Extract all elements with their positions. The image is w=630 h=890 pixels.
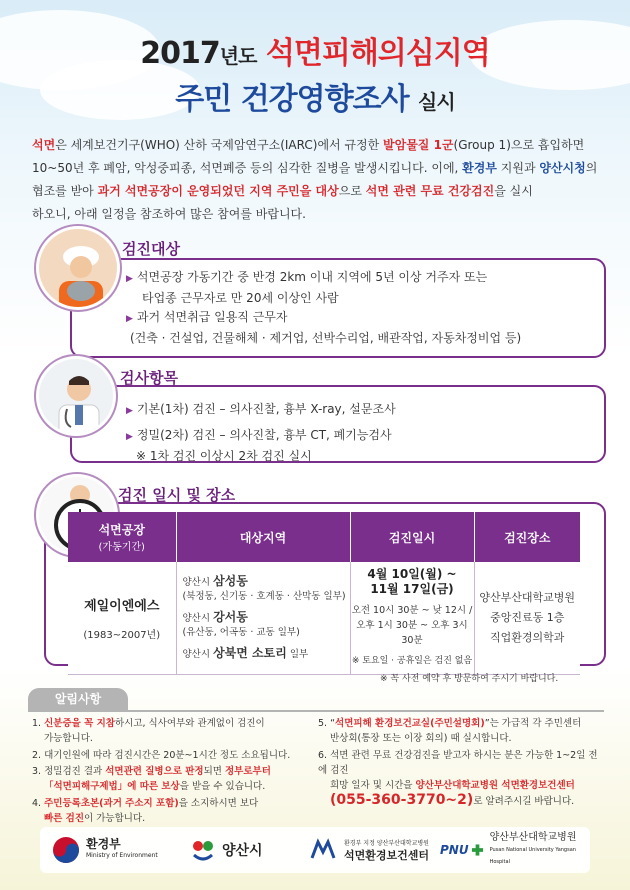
exam-item-1	[126, 400, 396, 421]
factory-period: (1983~2007년)	[83, 629, 161, 641]
center-logo	[308, 835, 429, 865]
notice-text: ”는 가급적 각 주민센터	[484, 718, 582, 729]
notice-text: 정밀검진 결과	[44, 766, 106, 777]
notice-text: 을 소지하시면 보다	[178, 798, 259, 809]
notice-text: 하시고, 식사여부와 관계없이 검진이	[114, 718, 265, 729]
center-designation: 환경부 지정 양산부산대학교병원	[344, 840, 429, 847]
header-factory-label: 석면공장	[98, 523, 145, 537]
region-suffix: 일부	[289, 648, 309, 660]
moe-name: 환경부	[86, 837, 121, 851]
exam-section-title: 검사항목	[120, 369, 178, 387]
worker-photo	[36, 226, 120, 310]
notice-text: 석면 관련 무료 건강검진을 받고자 하시는 분은 가능한 1~2일 전에 검진	[318, 750, 598, 776]
hospital-cross-icon	[471, 843, 484, 857]
notice-text: 대기인원에 따라 검진시간은 20분~1시간 정도 소요됩니다.	[44, 750, 291, 761]
title-year: 2017	[140, 36, 220, 71]
target-item-text: 타업종 근무자로 만 20세 이상인 사람	[142, 291, 339, 305]
title-main: 석면피해의심지역	[265, 36, 490, 71]
region-prefix: 양산시	[182, 576, 211, 588]
notice-item-3	[32, 764, 312, 794]
factory-name: 제일이엔에스	[84, 598, 160, 614]
taegeuk-icon	[52, 836, 80, 864]
doctor-photo	[36, 356, 116, 436]
notice-item-4	[32, 796, 312, 826]
hospital-name: 양산부산대학교병원	[489, 832, 577, 843]
notice-number: 2.	[32, 750, 42, 761]
exam-item-2	[126, 426, 392, 466]
target-item-1	[126, 268, 487, 308]
notice-number: 6.	[318, 750, 328, 761]
notice-text: 희망 일자 및 시간을	[330, 780, 416, 791]
region-detail: (유산동, 어곡동 · 교동 일부)	[182, 626, 300, 638]
target-item-text: 과거 석면취급 일용직 근무자	[136, 310, 288, 324]
schedule-table	[68, 512, 580, 675]
exam-item-text: 정밀(2차) 검진 – 의사진찰, 흉부 CT, 폐기능검사	[136, 428, 392, 442]
intro-text: 하오니, 아래 일정을 참조하여 많은 참여를 바랍니다.	[32, 207, 306, 221]
intro-text: 석면	[32, 138, 56, 152]
schedule-row	[68, 562, 580, 674]
target-item-text: 석면공장 가동기간 중 반경 2km 이내 지역에 5년 이상 거주자 또는	[136, 270, 488, 284]
target-item-text: (건축 · 건설업, 건물해체 · 제거업, 선박수리업, 배관작업, 자동차정비업 등)	[130, 331, 522, 345]
date-end: 11월 17일(금)	[370, 581, 454, 596]
title-line2-main: 주민 건강영향조사	[175, 82, 409, 117]
notice-title: 알림사항	[28, 688, 128, 710]
intro-text: 지원과	[496, 161, 540, 175]
time-note: ※ 토요일 · 공휴일은 검진 없음	[351, 655, 473, 666]
intro-text: 10~50년 후 폐암, 악성중피종, 석면폐증 등의 심각한 질병을 발생시킵니다. 이에,	[32, 161, 463, 175]
region-prefix: 양산시	[182, 612, 211, 624]
moe-name-en: Ministry of Environment	[86, 852, 158, 859]
triangle-bullet-icon: ▶	[126, 432, 133, 442]
schedule-header-row	[68, 512, 580, 562]
intro-text: 환경부	[462, 161, 497, 175]
header-region: 대상지역	[176, 512, 350, 562]
schedule-section-title: 검진 일시 및 장소	[118, 486, 236, 504]
notice-highlight: 석면관련 질병으로 판정	[105, 766, 204, 777]
notice-highlight: 주민등록초본(과거 주소지 포함)	[44, 798, 179, 809]
header-factory-sub: (가동기간)	[98, 542, 145, 553]
notice-text: 되면	[203, 766, 225, 777]
poster-title-line2	[0, 74, 630, 118]
notice-number: 4.	[32, 798, 42, 809]
intro-text: 석면 관련 무료 건강검진	[365, 184, 495, 198]
notice-text: 로 알려주시길 바랍니다.	[473, 796, 575, 807]
time-afternoon: 오후 1시 30분 ~ 오후 3시 30분	[356, 619, 468, 646]
notice-text: 이 가능합니다.	[84, 813, 146, 824]
yangsan-name: 양산시	[222, 843, 263, 859]
place-line: 직업환경의학과	[490, 630, 565, 644]
notice-highlight: 「석면피해구제법」에 따른 보상	[44, 781, 180, 792]
region-cell	[176, 562, 350, 674]
notice-item-6	[318, 748, 604, 809]
region-name: 삼성동	[213, 573, 248, 588]
notice-text: 을 받을 수 있습니다.	[179, 781, 266, 792]
place-line: 양산부산대학교병원	[479, 590, 576, 604]
place-cell	[474, 562, 580, 674]
yangsan-logo	[190, 835, 263, 865]
region-name: 상북면 소토리	[213, 645, 287, 660]
triangle-bullet-icon: ▶	[126, 314, 133, 324]
exam-item-text: 기본(1차) 검진 – 의사진찰, 흉부 X-ray, 설문조사	[136, 402, 396, 416]
exam-item-note: ※ 1차 검진 이상시 2차 검진 실시	[136, 449, 312, 463]
time-morning: 오전 10시 30분 ~ 낮 12시 /	[351, 604, 473, 616]
intro-paragraph	[32, 134, 602, 226]
intro-text: 으로	[338, 184, 366, 198]
notice-highlight: 빠른 검진	[44, 813, 85, 824]
center-phone: (055-360-3770~2)	[330, 792, 474, 808]
intro-text: 을 실시	[494, 184, 533, 198]
region-detail: (북정동, 신기동 · 호계동 · 산막동 일부)	[182, 590, 346, 602]
title-line2-suffix: 실시	[418, 90, 455, 114]
date-start: 4월 10일(월) ~	[367, 566, 457, 581]
notice-text: “	[330, 718, 336, 729]
region-name: 강서동	[213, 609, 248, 624]
notice-number: 3.	[32, 766, 42, 777]
place-line: 중앙진료동 1층	[490, 610, 565, 624]
header-datetime: 검진일시	[350, 512, 474, 562]
intro-text: 은 세계보건기구(WHO) 산하 국제암연구소(IARC)에서 규정한	[55, 138, 384, 152]
notice-item-2	[32, 748, 312, 763]
notice-highlight: 양산부산대학교병원 석면환경보건센터	[415, 780, 575, 791]
center-name: 석면환경보건센터	[344, 849, 430, 862]
header-place: 검진장소	[474, 512, 580, 562]
center-emblem-icon	[308, 838, 338, 862]
intro-text: (Group 1)으로 흡입하면	[453, 138, 585, 152]
pnu-mark: PNU	[440, 843, 469, 857]
factory-cell	[68, 562, 176, 674]
intro-text: 의	[585, 161, 598, 175]
hospital-name-en: Pusan National University Yangsan Hospital	[489, 847, 576, 865]
notice-highlight: 신분증을 꼭 지참	[44, 718, 115, 729]
intro-text: 협조를 받아	[32, 184, 98, 198]
yangsan-emblem-icon	[190, 837, 216, 863]
intro-text: 양산시청	[539, 161, 586, 175]
triangle-bullet-icon: ▶	[126, 406, 133, 416]
moe-logo	[52, 835, 158, 865]
footer-logos	[40, 827, 590, 873]
poster-title-line1	[0, 28, 630, 72]
triangle-bullet-icon: ▶	[126, 274, 133, 284]
notice-highlight: 석면피해 환경보건교실(주민설명회)	[335, 718, 485, 729]
datetime-cell	[350, 562, 474, 674]
title-year-suffix: 년도	[219, 44, 257, 68]
notice-text: 가능합니다.	[44, 733, 93, 744]
notice-number: 5.	[318, 718, 328, 729]
notice-number: 1.	[32, 718, 42, 729]
notice-item-5	[318, 716, 604, 746]
region-prefix: 양산시	[182, 648, 211, 660]
hospital-logo	[440, 832, 590, 865]
notice-text: 반상회(통장 또는 이장 회의) 때 실시합니다.	[330, 733, 512, 744]
intro-text: 과거 석면공장이 운영되었던 지역 주민을 대상	[97, 184, 339, 198]
target-section-title: 검진대상	[122, 240, 180, 258]
notice-highlight: 정부로부터	[224, 766, 271, 777]
notice-item-1	[32, 716, 302, 746]
intro-text: 발암물질 1군	[383, 138, 454, 152]
reservation-footnote: ※ 꼭 사전 예약 후 방문하여 주시기 바랍니다.	[380, 674, 559, 684]
header-factory	[68, 512, 176, 562]
target-item-2	[126, 308, 521, 348]
